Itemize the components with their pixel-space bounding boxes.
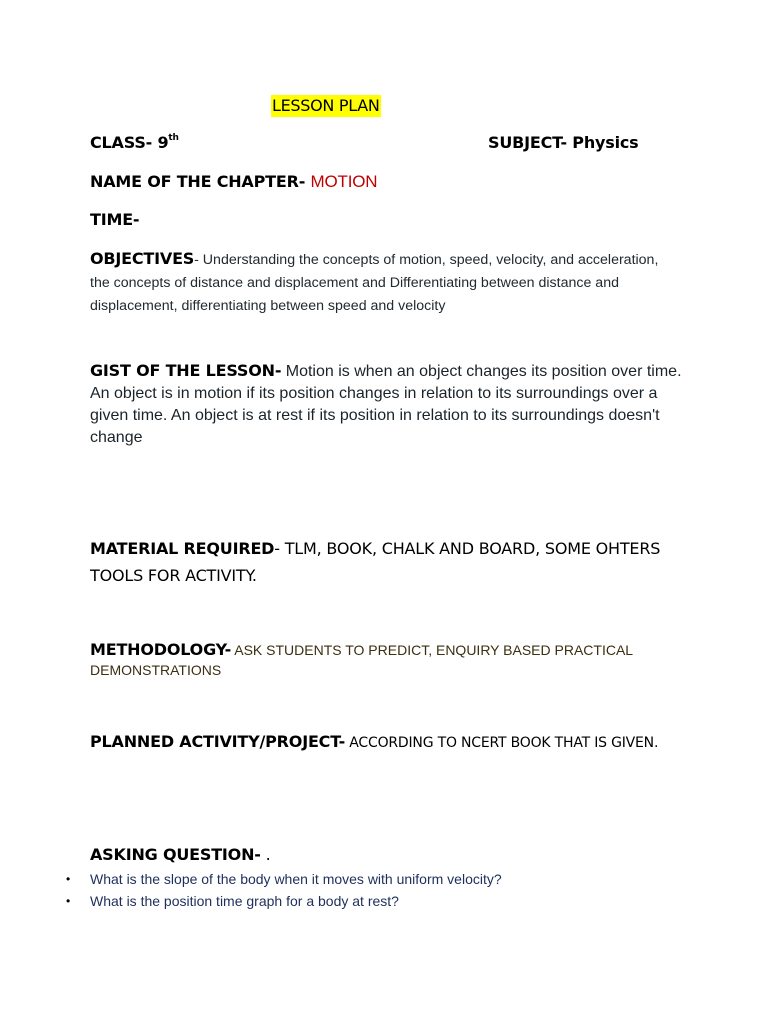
class-line: [90, 133, 179, 152]
question-text: What is the position time graph for a body at rest?: [90, 893, 399, 909]
material-label: MATERIAL REQUIRED: [90, 539, 275, 558]
class-superscript: th: [168, 132, 179, 143]
bullet-icon: •: [66, 894, 71, 908]
time-label: TIME-: [90, 210, 140, 229]
activity-label: PLANNED ACTIVITY/PROJECT-: [90, 732, 346, 751]
bullet-icon: •: [66, 872, 71, 886]
methodology-section: [90, 640, 690, 680]
asking-section: [90, 845, 270, 864]
activity-section: [90, 732, 658, 751]
gist-text: Motion is when an object changes its position over time. An object is in motion if its position changes in relation to its surroundings over a given time. An object is at rest if its position in relation to its surroundings doesn't change: [90, 363, 682, 446]
subject-label: SUBJECT- Physics: [488, 133, 639, 152]
activity-text: ACCORDING TO NCERT BOOK THAT IS GIVEN.: [345, 735, 659, 751]
chapter-line: [90, 172, 377, 192]
gist-label: GIST OF THE LESSON-: [90, 361, 282, 380]
objectives-label: OBJECTIVES: [90, 249, 195, 268]
list-item: [0, 890, 502, 912]
objectives-text: - Understanding the concepts of motion, speed, velocity, and acceleration, the concepts of distance and displacement and Differentiating between distance and displacement, differentiating between speed and velocity: [90, 252, 659, 314]
list-item: [0, 868, 502, 890]
chapter-label: NAME OF THE CHAPTER-: [90, 172, 311, 191]
asking-suffix: .: [260, 845, 271, 864]
gist-section: [90, 360, 690, 449]
page-title: LESSON PLAN: [272, 96, 380, 115]
question-list: [0, 868, 502, 912]
chapter-value: MOTION: [310, 172, 378, 191]
objectives-section: [90, 247, 680, 318]
material-text: - TLM, BOOK, CHALK AND BOARD, SOME OHTERS TOOLS FOR ACTIVITY.: [90, 539, 661, 585]
question-text: What is the slope of the body when it moves with uniform velocity?: [90, 871, 502, 887]
material-section: [90, 535, 690, 589]
methodology-label: METHODOLOGY-: [90, 640, 232, 659]
asking-label: ASKING QUESTION-: [90, 845, 261, 864]
methodology-text: ASK STUDENTS TO PREDICT, ENQUIRY BASED PRACTICAL DEMONSTRATIONS: [90, 642, 633, 678]
class-label: CLASS- 9: [90, 133, 169, 152]
